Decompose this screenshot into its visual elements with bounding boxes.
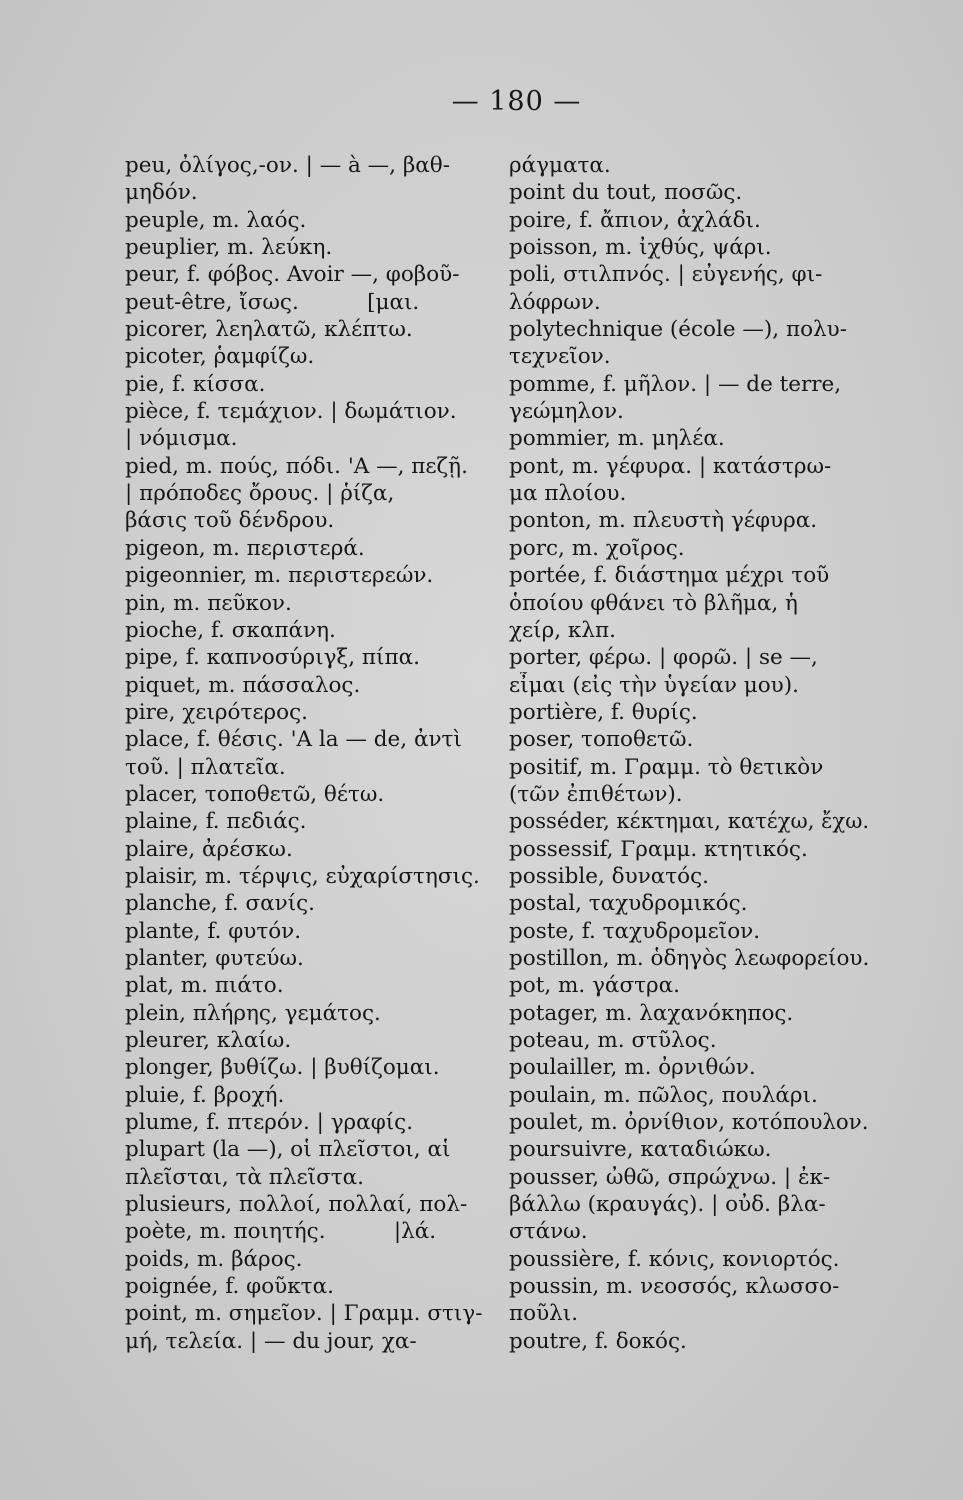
dictionary-line: peut-être, ἴσως. [μαι. <box>125 289 420 315</box>
dictionary-line: pie, f. κίσσα. <box>125 371 266 397</box>
dictionary-line: λόφρων. <box>509 289 601 315</box>
dictionary-line: γεώμηλον. <box>509 399 624 425</box>
dictionary-line: poutre, f. δοκός. <box>509 1328 687 1354</box>
dictionary-line: poteau, m. στῦλος. <box>509 1028 717 1053</box>
dictionary-line: postal, ταχυδρομικός. <box>509 891 748 917</box>
dictionary-line: planter, φυτεύω. <box>125 945 304 971</box>
dictionary-line: plusieurs, πολλοί, πολλαί, πολ- <box>125 1192 468 1218</box>
dictionary-line: poli, στιλπνός. | εὐγενής, φι- <box>509 262 823 288</box>
dictionary-line: poulain, m. πῶλος, πουλάρι. <box>509 1082 818 1108</box>
dictionary-line: pousser, ὠθῶ, σπρώχνω. | ἐκ- <box>509 1164 831 1190</box>
dictionary-line: πλεῖσται, τὰ πλεῖστα. <box>125 1164 365 1190</box>
dictionary-line: placer, τοποθετῶ, θέτω. <box>125 781 385 807</box>
dictionary-line: porter, φέρω. | φορῶ. | se —, <box>509 645 818 671</box>
dictionary-line: pomme, f. μῆλον. | — de terre, <box>509 371 842 397</box>
dictionary-line: plante, f. φυτόν. <box>125 918 302 944</box>
dictionary-line: pied, m. πούς, πόδι. 'A —, πεζῇ. <box>125 453 468 479</box>
dictionary-line: στάνω. <box>509 1219 588 1245</box>
dictionary-line: potager, m. λαχανόκηπος. <box>509 1000 794 1026</box>
dictionary-column-left <box>125 152 500 1355</box>
dictionary-line: pigeonnier, m. περιστερεών. <box>125 563 434 589</box>
dictionary-line: τεχνεῖον. <box>509 344 611 370</box>
dictionary-column-right <box>509 152 869 1355</box>
dictionary-line: poursuivre, καταδιώκω. <box>509 1137 772 1163</box>
dictionary-line: ponton, m. πλευστὴ γέφυρα. <box>509 508 818 534</box>
dictionary-line: pommier, m. μηλέα. <box>509 426 725 452</box>
dictionary-line: picorer, λεηλατῶ, κλέπτω. <box>125 317 413 343</box>
dictionary-line: pluie, f. βροχή. <box>125 1082 285 1108</box>
dictionary-line: plaisir, m. τέρψις, εὐχαρίστησις. <box>125 863 480 889</box>
dictionary-line: ὁποίου φθάνει τὸ βλῆμα, ἡ <box>509 590 798 616</box>
dictionary-line: ράγματα. <box>509 153 611 178</box>
dictionary-line: possible, δυνατός. <box>509 863 709 889</box>
dictionary-line: positif, m. Γραμμ. τὸ θετικὸν <box>509 754 824 780</box>
dictionary-line: plonger, βυθίζω. | βυθίζομαι. <box>125 1055 440 1081</box>
dictionary-line: (τῶν ἐπιθέτων). <box>509 781 683 807</box>
dictionary-line: poste, f. ταχυδρομεῖον. <box>509 918 761 944</box>
dictionary-line: porc, m. χοῖρος. <box>509 535 685 561</box>
dictionary-line: βάσις τοῦ δένδρου. <box>125 508 335 534</box>
dictionary-line: τοῦ. | πλατεῖα. <box>125 754 286 780</box>
dictionary-line: μηδόν. <box>125 180 198 206</box>
dictionary-line: poids, m. βάρος. <box>125 1246 303 1272</box>
dictionary-line: postillon, m. ὁδηγὸς λεωφορείου. <box>509 945 869 971</box>
dictionary-line: polytechnique (école —), πολυ- <box>509 317 847 343</box>
dictionary-line: portière, f. θυρίς. <box>509 699 698 725</box>
dictionary-line: | νόμισμα. <box>125 426 238 452</box>
dictionary-line: pipe, f. καπνοσύριγξ, πίπα. <box>125 645 420 671</box>
dictionary-line: planche, f. σανίς. <box>125 891 316 917</box>
dictionary-line: μα πλοίου. <box>509 481 627 507</box>
dictionary-line: poussin, m. νεοσσός, κλωσσο- <box>509 1274 840 1300</box>
dictionary-line: pont, m. γέφυρα. | κατάστρω- <box>509 453 832 479</box>
dictionary-line: peuple, m. λαός. <box>125 207 307 233</box>
dictionary-line: pin, m. πεῦκον. <box>125 590 292 616</box>
dictionary-line: poulailler, m. ὀρνιθών. <box>509 1055 756 1081</box>
dictionary-line: χείρ, κλπ. <box>509 617 616 643</box>
dictionary-line: pigeon, m. περιστερά. <box>125 535 365 561</box>
dictionary-line: plupart (la —), οἱ πλεῖστοι, αἱ <box>125 1137 451 1163</box>
dictionary-line: pleurer, κλαίω. <box>125 1028 292 1053</box>
dictionary-line: peuplier, m. λεύκη. <box>125 235 333 261</box>
dictionary-line: εἶμαι (εἰς τὴν ὑγείαν μου). <box>509 672 799 698</box>
dictionary-line: point du tout, ποσῶς. <box>509 180 743 206</box>
dictionary-line: μή, τελεία. | — du jour, χα- <box>125 1328 417 1354</box>
dictionary-line: poussière, f. κόνις, κονιορτός. <box>509 1246 840 1272</box>
dictionary-line: poisson, m. ἰχθύς, ψάρι. <box>509 235 772 261</box>
dictionary-line: plaire, ἀρέσκω. <box>125 836 293 862</box>
dictionary-line: poire, f. ἄπιον, ἀχλάδι. <box>509 207 761 233</box>
dictionary-line: poignée, f. φοῦκτα. <box>125 1274 334 1300</box>
dictionary-line: portée, f. διάστημα μέχρι τοῦ <box>509 563 830 589</box>
page-number: — 180 — <box>451 86 582 117</box>
dictionary-line: pièce, f. τεμάχιον. | δωμάτιον. <box>125 399 457 425</box>
dictionary-line: poète, m. ποιητής. |λά. <box>125 1219 437 1245</box>
dictionary-line: place, f. θέσις. 'A la — de, ἀντὶ <box>125 727 462 753</box>
dictionary-line: plaine, f. πεδιάς. <box>125 809 307 835</box>
dictionary-line: | πρόποδες ὄρους. | ῥίζα, <box>125 481 395 507</box>
dictionary-line: plat, m. πιάτο. <box>125 973 284 999</box>
dictionary-line: plume, f. πτερόν. | γραφίς. <box>125 1110 414 1136</box>
dictionary-line: piquet, m. πάσσαλος. <box>125 672 361 698</box>
dictionary-line: ποῦλι. <box>509 1301 579 1327</box>
dictionary-line: possessif, Γραμμ. κτητικός. <box>509 836 808 862</box>
dictionary-line: peur, f. φόβος. Avoir —, φοβοῦ- <box>125 262 460 288</box>
dictionary-line: pot, m. γάστρα. <box>509 973 681 999</box>
dictionary-line: βάλλω (κραυγάς). | οὐδ. βλα- <box>509 1192 826 1218</box>
dictionary-line: poser, τοποθετῶ. <box>509 727 694 753</box>
dictionary-line: pioche, f. σκαπάνη. <box>125 617 336 643</box>
dictionary-line: pire, χειρότερος. <box>125 699 308 725</box>
dictionary-line: poulet, m. ὀρνίθιον, κοτόπουλον. <box>509 1110 869 1136</box>
dictionary-line: posséder, κέκτημαι, κατέχω, ἔχω. <box>509 809 869 835</box>
dictionary-line: point, m. σημεῖον. | Γραμμ. στιγ- <box>125 1301 483 1327</box>
dictionary-line: peu, ὀλίγος,-ον. | — à —, βαθ- <box>125 153 451 178</box>
dictionary-line: plein, πλήρης, γεμάτος. <box>125 1000 381 1026</box>
dictionary-line: picoter, ῥαμφίζω. <box>125 344 315 370</box>
